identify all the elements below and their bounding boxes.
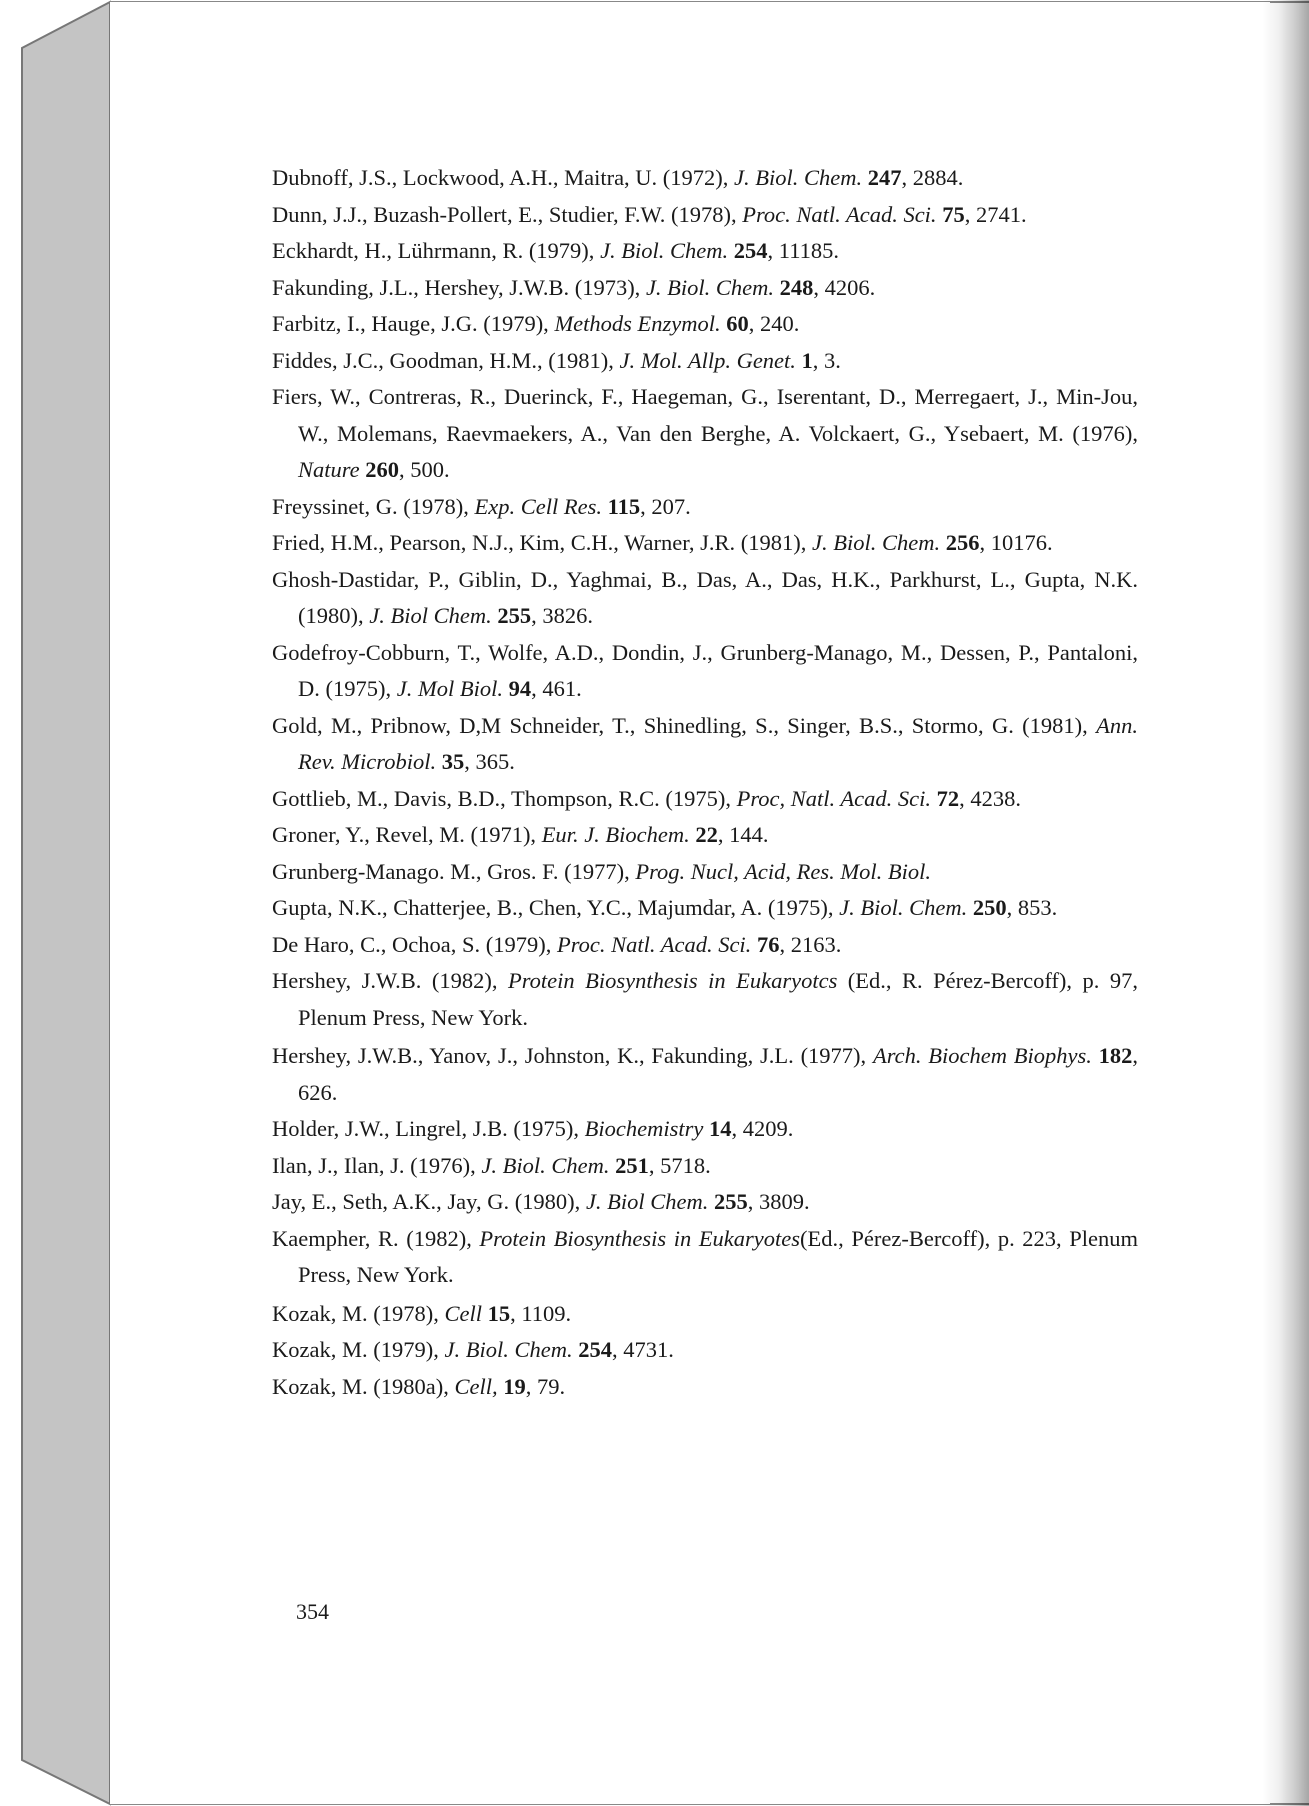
reference-journal: J. Biol. Chem. xyxy=(600,238,729,263)
reference-authors: Kozak, M. (1979), xyxy=(272,1337,445,1362)
reference-pages: , 3809. xyxy=(747,1189,810,1214)
reference-pages: , 500. xyxy=(399,457,450,482)
reference-authors: De Haro, C., Ochoa, S. (1979), xyxy=(272,931,557,957)
reference-pages: , 79. xyxy=(525,1373,566,1399)
reference-authors: Kozak, M. (1978), xyxy=(272,1300,445,1326)
reference-volume: 251 xyxy=(615,1152,649,1178)
reference-entry xyxy=(272,1221,1138,1294)
reference-volume: 256 xyxy=(945,530,980,555)
reference-authors: Hershey, J.W.B., Yanov, J., Johnston, K., Fakunding, J.L. (1977), xyxy=(272,1043,873,1068)
reference-pages: , 4206. xyxy=(813,274,876,300)
reference-entry xyxy=(272,233,1138,270)
reference-pages: , 626. xyxy=(298,1043,1139,1105)
reference-entry xyxy=(272,1369,1138,1406)
reference-journal: Biochemistry xyxy=(584,1116,704,1141)
reference-journal: Cell xyxy=(444,1300,482,1326)
reference-volume: 250 xyxy=(972,895,1007,920)
reference-pages: , 3. xyxy=(812,347,841,373)
reference-pages: , 207. xyxy=(640,493,691,519)
reference-entry xyxy=(272,306,1138,343)
reference-entry xyxy=(272,343,1138,380)
reference-journal: Proc. Natl. Acad. Sci. xyxy=(556,931,752,957)
reference-authors: Ghosh-Dastidar, P., Giblin, D., Yaghmai, B., Das, A., Das, H.K., Parkhurst, L., Gupta, N.K. (1980), xyxy=(272,566,1138,628)
reference-entry xyxy=(272,708,1138,781)
reference-authors: Jay, E., Seth, A.K., Jay, G. (1980), xyxy=(272,1189,586,1214)
reference-entry xyxy=(272,854,1138,891)
reference-journal: J. Biol Chem. xyxy=(585,1189,709,1214)
reference-entry xyxy=(272,1148,1138,1185)
reference-entry xyxy=(272,781,1138,818)
reference-authors: Dubnoff, J.S., Lockwood, A.H., Maitra, U. (1972), xyxy=(272,165,735,190)
reference-journal: Cell, xyxy=(454,1373,498,1399)
reference-journal: J. Biol. Chem. xyxy=(444,1337,573,1362)
reference-pages: , 2741. xyxy=(964,201,1027,227)
reference-volume: 75 xyxy=(942,201,965,227)
reference-pages: , 853. xyxy=(1006,895,1058,920)
reference-list xyxy=(272,160,1138,1405)
reference-entry xyxy=(272,1111,1138,1148)
reference-pages: , 1109. xyxy=(510,1300,572,1326)
reference-volume: 15 xyxy=(487,1300,511,1326)
reference-pages: , 11185. xyxy=(767,238,840,263)
reference-pages: (Ed., Pérez-Bercoff), p. 223, Plenum Press, New York. xyxy=(298,1225,1138,1287)
reference-entry xyxy=(272,197,1138,234)
reference-volume: 1 xyxy=(801,347,813,373)
reference-volume: 19 xyxy=(503,1373,526,1399)
reference-authors: Hershey, J.W.B. (1982), xyxy=(272,968,509,993)
reference-entry xyxy=(272,270,1138,307)
reference-pages: (Ed., R. Pérez-Bercoff), p. 97, Plenum Press, New York. xyxy=(298,968,1138,1030)
reference-pages: , 2163. xyxy=(779,931,842,957)
reference-journal: J. Biol. Chem. xyxy=(645,274,775,300)
reference-volume: 76 xyxy=(756,931,780,957)
reference-journal: J. Biol. Chem. xyxy=(734,165,863,190)
reference-journal: Methods Enzymol. xyxy=(554,311,721,336)
page-number: 354 xyxy=(296,1599,329,1624)
page-edge-shadow xyxy=(1262,0,1309,1806)
reference-volume: 14 xyxy=(708,1116,732,1141)
reference-volume: 35 xyxy=(441,749,465,774)
reference-pages: , 4731. xyxy=(611,1337,674,1362)
reference-journal: J. Biol. Chem. xyxy=(839,895,968,920)
reference-journal: Proc. Natl. Acad. Sci. xyxy=(742,201,937,227)
reference-entry xyxy=(272,635,1138,708)
reference-volume: 247 xyxy=(867,165,902,190)
reference-journal: Exp. Cell Res. xyxy=(474,493,602,519)
reference-authors: Fried, H.M., Pearson, N.J., Kim, C.H., Warner, J.R. (1981), xyxy=(272,530,812,555)
reference-journal: Protein Biosynthesis in Eukaryotcs xyxy=(508,968,838,993)
reference-authors: Groner, Y., Revel, M. (1971), xyxy=(272,822,542,847)
reference-entry xyxy=(272,890,1138,927)
reference-entry xyxy=(272,1038,1138,1111)
reference-pages: , 5718. xyxy=(648,1152,711,1178)
reference-volume: 260 xyxy=(365,457,400,482)
reference-journal: J. Biol. Chem. xyxy=(811,530,941,555)
reference-volume: 254 xyxy=(578,1337,612,1362)
reference-pages: , 365. xyxy=(464,749,515,774)
reference-volume: 254 xyxy=(733,238,768,263)
reference-volume: 22 xyxy=(695,822,718,847)
reference-journal: Eur. J. Biochem. xyxy=(541,822,690,847)
reference-entry xyxy=(272,1332,1138,1369)
reference-authors: Gottlieb, M., Davis, B.D., Thompson, R.C. (1975), xyxy=(272,785,737,811)
reference-authors: Gold, M., Pribnow, D,M Schneider, T., Shinedling, S., Singer, B.S., Stormo, G. (1981), xyxy=(272,712,1097,738)
reference-pages: , 240. xyxy=(748,311,800,336)
reference-authors: Freyssinet, G. (1978), xyxy=(272,493,475,519)
reference-journal: Arch. Biochem Biophys. xyxy=(872,1043,1092,1068)
reference-pages: , 10176. xyxy=(979,530,1053,555)
reference-volume: 182 xyxy=(1098,1043,1133,1068)
reference-authors: Ilan, J., Ilan, J. (1976), xyxy=(272,1152,482,1178)
book-spine xyxy=(22,2,110,1804)
reference-authors: Eckhardt, H., Lührmann, R. (1979), xyxy=(272,238,601,263)
reference-journal: J. Mol. Allp. Genet. xyxy=(619,347,796,373)
reference-pages: , 144. xyxy=(717,822,769,847)
reference-volume: 255 xyxy=(497,603,532,628)
reference-volume: 248 xyxy=(779,274,814,300)
reference-authors: Farbitz, I., Hauge, J.G. (1979), xyxy=(272,311,555,336)
reference-volume: 72 xyxy=(936,785,960,811)
reference-journal: J. Biol Chem. xyxy=(369,603,492,628)
reference-authors: Kaempher, R. (1982), xyxy=(272,1225,480,1251)
reference-authors: Holder, J.W., Lingrel, J.B. (1975), xyxy=(272,1116,585,1141)
reference-volume: 60 xyxy=(726,311,749,336)
reference-entry xyxy=(272,1184,1138,1221)
reference-entry xyxy=(272,525,1138,562)
reference-pages: , 3826. xyxy=(531,603,593,628)
reference-authors: Fiddes, J.C., Goodman, H.M., (1981), xyxy=(272,347,620,373)
reference-pages: , 2884. xyxy=(901,165,964,190)
reference-volume: 94 xyxy=(508,676,532,701)
reference-entry xyxy=(272,963,1138,1036)
reference-journal: Proc, Natl. Acad. Sci. xyxy=(736,785,931,811)
reference-journal: Prog. Nucl, Acid, Res. Mol. Biol. xyxy=(635,858,931,884)
reference-authors: Gupta, N.K., Chatterjee, B., Chen, Y.C., Majumdar, A. (1975), xyxy=(272,895,840,920)
reference-pages: , 461. xyxy=(531,676,582,701)
reference-entry xyxy=(272,927,1138,964)
reference-volume: 115 xyxy=(607,493,641,519)
reference-entry xyxy=(272,160,1138,197)
reference-authors: Fiers, W., Contreras, R., Duerinck, F., Haegeman, G., Iserentant, D., Merregaert, J., Min-Jou, W., Molemans, Raevmaekers, A., Van den Berghe, A. Volckaert, G., Ysebaert, M. (1976), xyxy=(272,384,1138,446)
reference-entry xyxy=(272,817,1138,854)
reference-authors: Kozak, M. (1980a), xyxy=(272,1373,455,1399)
reference-entry xyxy=(272,1296,1138,1333)
reference-pages: , 4209. xyxy=(731,1116,794,1141)
reference-pages: , 4238. xyxy=(959,785,1021,811)
reference-journal: Protein Biosynthesis in Eukaryotes xyxy=(479,1225,801,1251)
reference-journal: Ann. Rev. Microbiol. xyxy=(298,712,1138,774)
reference-entry xyxy=(272,562,1138,635)
reference-authors: Grunberg-Manago. M., Gros. F. (1977), xyxy=(272,858,636,884)
reference-entry xyxy=(272,489,1138,526)
reference-volume-sep xyxy=(1092,1043,1099,1068)
reference-volume: 255 xyxy=(714,1189,748,1214)
reference-journal: Nature xyxy=(298,457,360,482)
reference-authors: Godefroy-Cobburn, T., Wolfe, A.D., Dondin, J., Grunberg-Manago, M., Dessen, P., Pantaloni, D. (1975), xyxy=(272,639,1138,701)
reference-entry xyxy=(272,379,1138,489)
reference-journal: J. Biol. Chem. xyxy=(481,1152,610,1178)
reference-authors: Dunn, J.J., Buzash-Pollert, E., Studier, F.W. (1978), xyxy=(272,201,743,227)
reference-authors: Fakunding, J.L., Hershey, J.W.B. (1973), xyxy=(272,274,646,300)
reference-journal: J. Mol Biol. xyxy=(396,676,503,701)
